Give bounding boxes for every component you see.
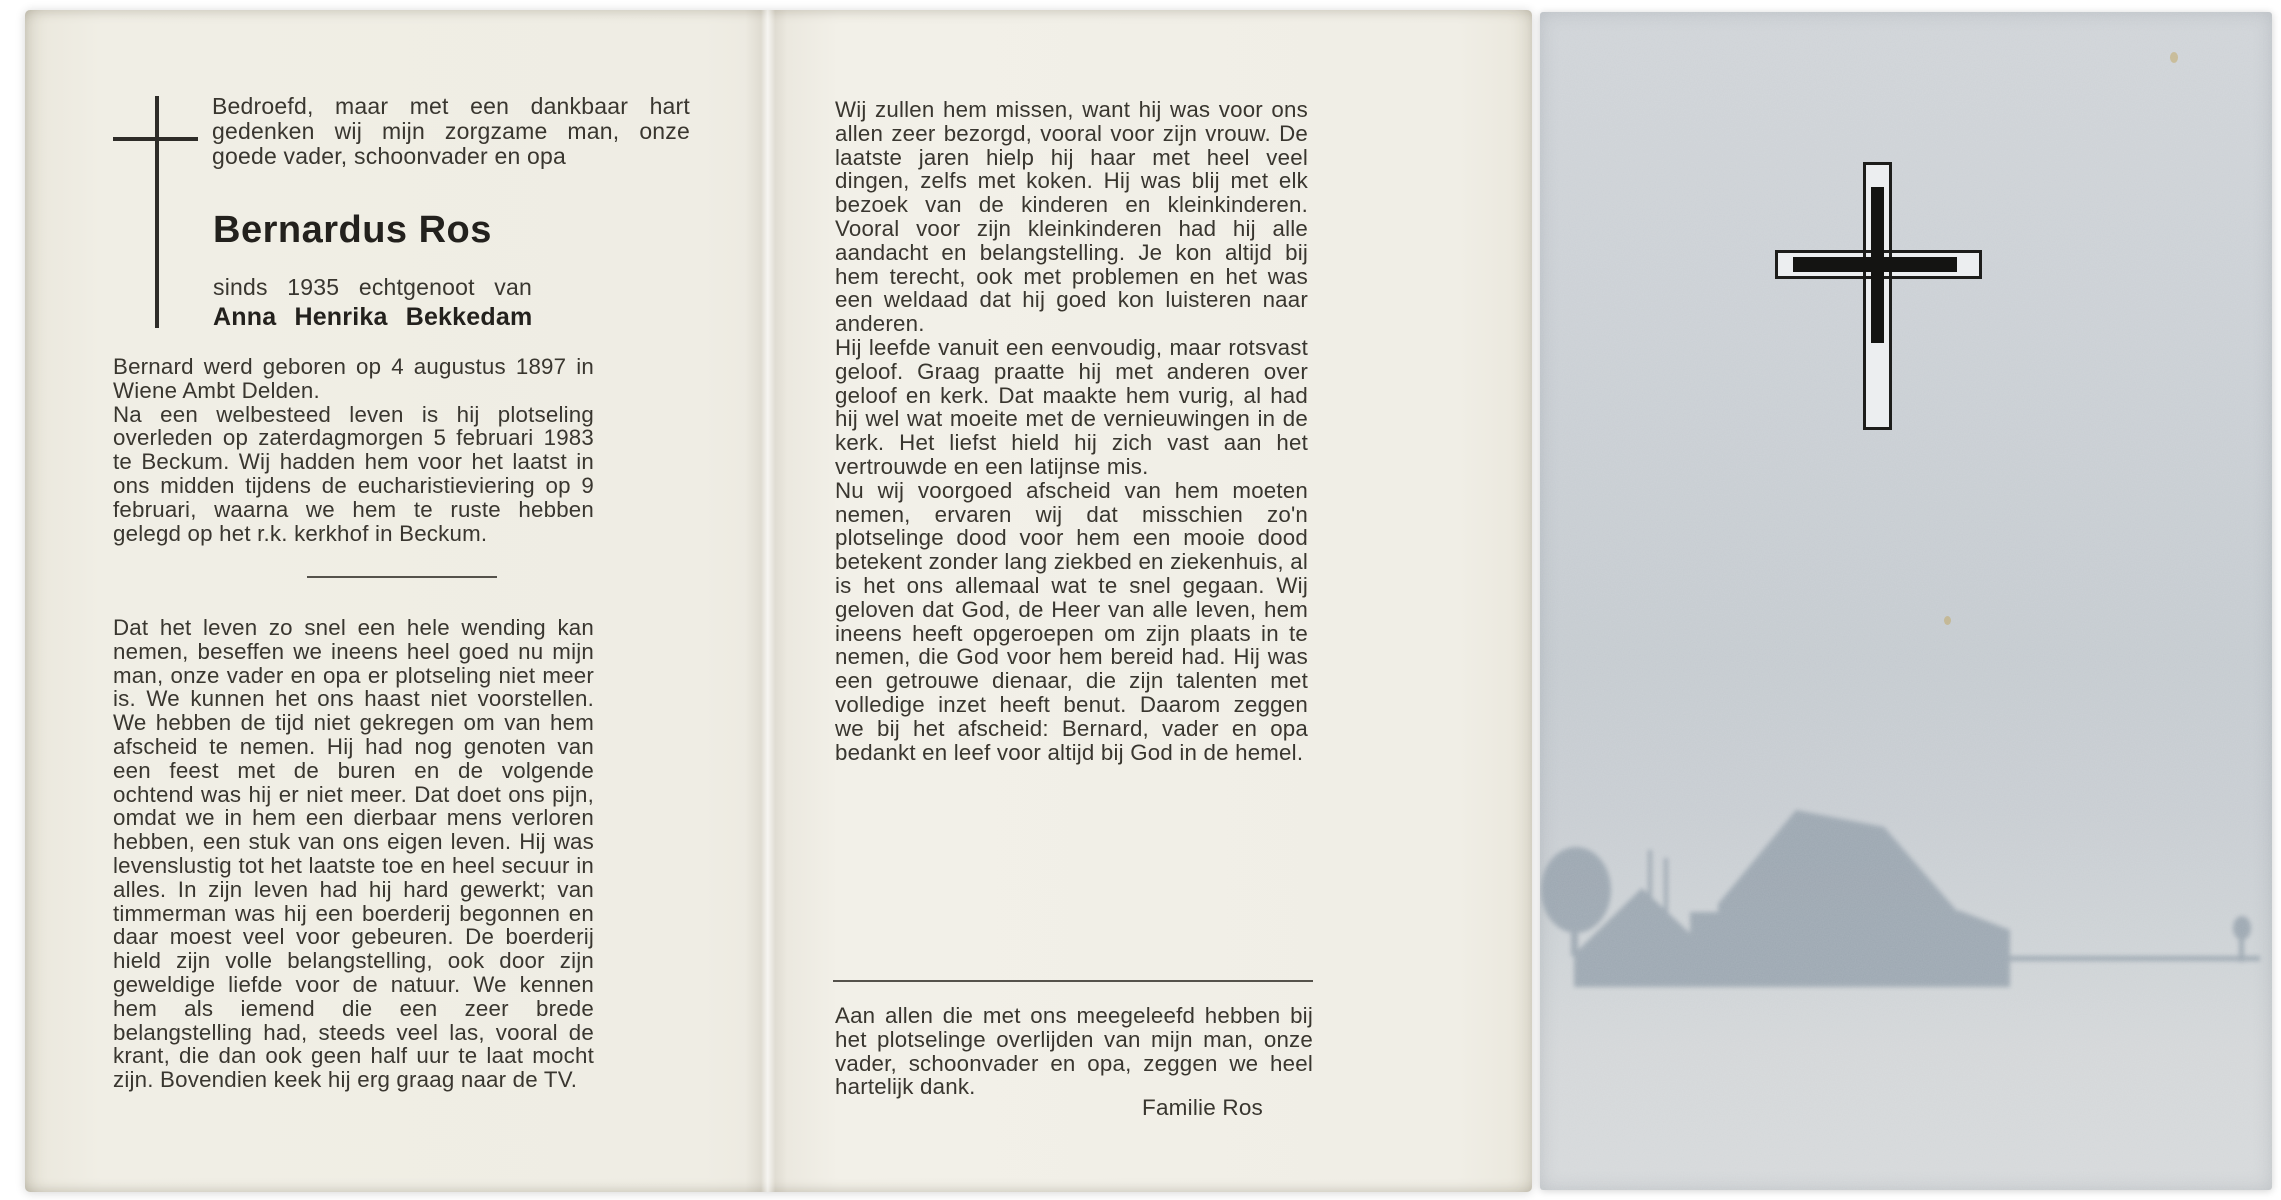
winter-farm-photo xyxy=(1540,12,2272,1190)
latin-cross-icon xyxy=(113,137,198,141)
family-signature: Familie Ros xyxy=(1142,1095,1263,1120)
section-divider xyxy=(307,576,497,578)
paper-blemish xyxy=(1944,616,1951,625)
spouse-name: Anna Henrika Bekkedam xyxy=(213,303,533,331)
paper-texture-overlay xyxy=(1540,12,2272,1190)
landscape-silhouette xyxy=(1540,12,2272,1190)
memorial-paragraph: Dat het leven zo snel een hele wending kan nemen, beseffen we ineens heel goed nu mijn man, onze vader en opa er plotseling niet meer is. We kunnen het ons haast niet voorstellen. We hebben de tijd niet gekregen om van hem afscheid te nemen. Hij had nog genoten van een feest met de buren en de volgende ochtend was hij er niet meer. Dat doet ons pijn, omdat we in hem een dierbaar mens verloren hebben, een stuk van ons eigen leven. Hij was levenslustig tot het laatste toe en heel secuur in alles. In zijn leven had hij hard gewerkt; van timmerman was hij een boerderij begonnen en daar moest veel voor gebeuren. De boerderij hield zijn volle belangstelling, ook door zijn geweldige liefde voor de natuur. We kennen hem als iemend die een zeer brede belangstelling had, steeds veel las, vooral de krant, die dan ook geen half uur te laat mocht zijn. Bovendien keek hij erg graag naar de TV. xyxy=(113,615,594,1093)
fold-crease xyxy=(745,10,787,1192)
thanks-paragraph: Aan allen die met ons meegeleefd hebben bij het plotselinge overlijden van mijn man, onze vader, schoonvader en opa, zeggen we heel hartelijk dank. xyxy=(835,1003,1313,1100)
birth-death-paragraphs xyxy=(113,355,594,545)
cross-inner-horizontal xyxy=(1793,257,1957,272)
latin-cross-icon xyxy=(155,96,159,328)
deceased-name: Bernardus Ros xyxy=(213,209,492,251)
eulogy-paragraph: Nu wij voorgoed afscheid van hem moeten nemen, ervaren wij dat misschien zo'n plotselinge dood voor hem een mooie dood betekent zonder lang ziekbed en ziekenhuis, al is het ons allemaal wat te snel gegaan. Wij geloven dat God, de Heer van alle leven, hem ineens heeft opgeroepen om zijn plaats in te nemen, die God voor hem bereid had. Hij was een getrouwe dienaar, die zijn talenten met volledige inzet heeft benut. Daarom zeggen we bij het afscheid: Bernard, vader en opa bedankt en leef voor altijd bij God in de hemel. xyxy=(835,477,1308,765)
eulogy-paragraph: Wij zullen hem missen, want hij was voor ons allen zeer bezorgd, vooral voor zijn vrouw. De laatste jaren hielp hij haar met heel veel dingen, zelfs met koken. Hij was blij met elk bezoek van de kinderen en kleinkinderen. Vooral voor zijn kleinkinderen had hij alle aandacht en belangstelling. Je kon altijd bij hem terecht, ook met problemen en het was een weldaad dat hij goed kon luisteren naar anderen. xyxy=(835,97,1308,337)
card-inner-spread xyxy=(25,10,1532,1192)
eulogy-paragraphs xyxy=(835,98,1308,764)
dedication-text: Bedroefd, maar met een dankbaar hart gedenken wij mijn zorgzame man, onze goede vader, schoonvader en opa xyxy=(212,93,690,169)
death-paragraph: Na een welbesteed leven is hij plotseling overleden op zaterdagmorgen 5 februari 1983 te Beckum. Wij hadden hem voor het laatst in ons midden tijdens de eucharistieviering op 9 februari, waarna we hem te ruste hebben gelegd op het r.k. kerkhof in Beckum. xyxy=(113,401,594,546)
birth-paragraph: Bernard werd geboren op 4 augustus 1897 in Wiene Ambt Delden. xyxy=(113,354,594,403)
paper-blemish xyxy=(2170,52,2178,63)
spouse-line: sinds 1935 echtgenoot van xyxy=(213,274,532,300)
section-divider xyxy=(833,980,1313,982)
eulogy-paragraph: Hij leefde vanuit een eenvoudig, maar rotsvast geloof. Graag praatte hij met anderen over geloof en kerk. Dat maakte hem vurig, al had hij wel wat moeite met de vernieuwingen in de kerk. Het liefst hield hij zich vast aan het vertrouwde en een latijnse mis. xyxy=(835,334,1308,479)
